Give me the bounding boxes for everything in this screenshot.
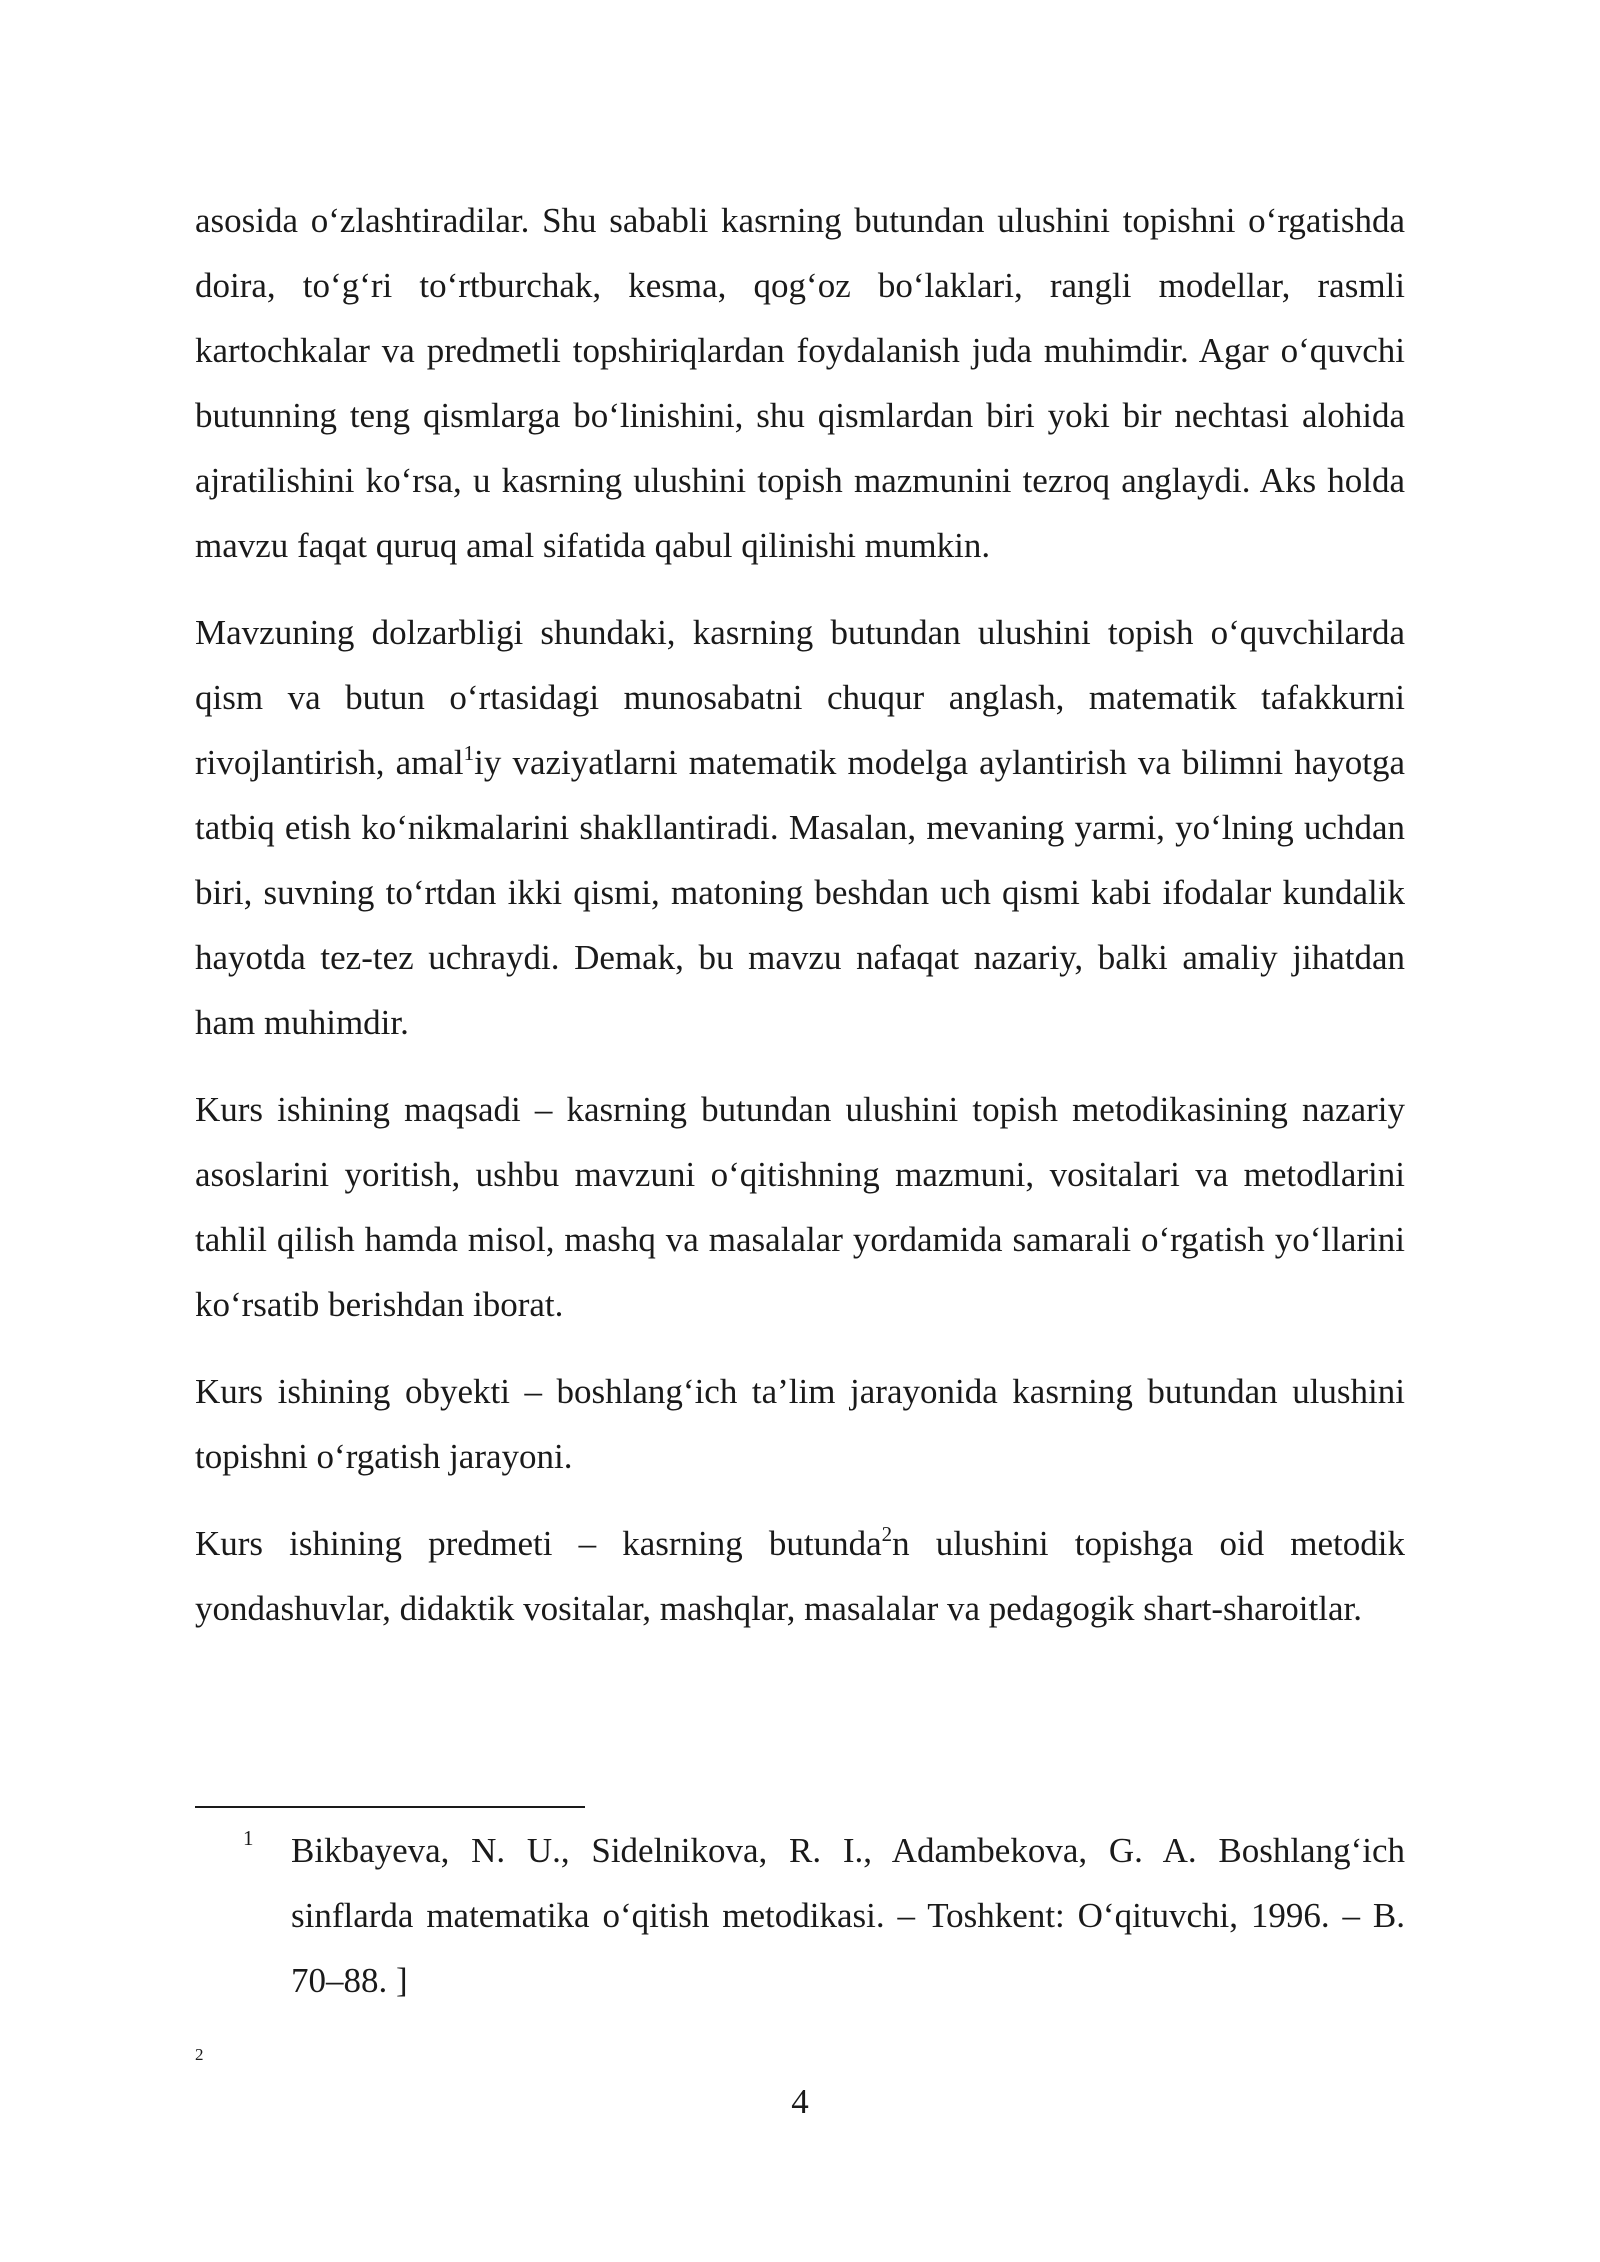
footnote-1-text: Bikbayeva, N. U., Sidelnikova, R. I., Adambekova, G. A. Boshlang‘ich sinflarda matematika o‘qitish metodikasi. – Toshkent: O‘qituvchi, 1996. – B. 70–88. ] bbox=[291, 1831, 1405, 2000]
paragraph-5-text-before: Kurs ishining predmeti – kasrning butunda bbox=[195, 1524, 882, 1563]
paragraph-1: asosida o‘zlashtiradilar. Shu sababli kasrning butundan ulushini topishni o‘rgatishda doira, to‘g‘ri to‘rtburchak, kesma, qog‘oz bo‘laklari, rangli modellar, rasmli kartochkalar va predmetli topshiriqlardan foydalanish juda muhimdir. Agar o‘quvchi butunning teng qismlarga bo‘linishini, shu qismlardan biri yoki bir nechtasi alohida ajratilishini ko‘rsa, u kasrning ulushini topish mazmunini tezroq anglaydi. Aks holda mavzu faqat quruq amal sifatida qabul qilinishi mumkin. bbox=[195, 201, 1405, 565]
paragraph-5-text-after: n ulushini topishga oid metodik yondashuvlar, didaktik vositalar, mashqlar, masalalar va pedagogik shart-sharoitlar. bbox=[195, 1524, 1405, 1628]
page-number: 4 bbox=[791, 2082, 809, 2121]
footnote-2-mark: 2 bbox=[195, 2045, 204, 2064]
paragraph-2-text-after: iy vaziyatlarni matematik modelga aylantirish va bilimni hayotga tatbiq etish ko‘nikmalarini shakllantiradi. Masalan, mevaning yarmi, yo‘lning uchdan biri, suvning to‘rtdan ikki qismi, matoning beshdan uch qismi kabi ifodalar kundalik hayotda tez-tez uchraydi. Demak, bu mavzu nafaqat nazariy, balki amaliy jihatdan ham muhimdir. bbox=[195, 743, 1405, 1042]
body-text bbox=[195, 188, 1405, 1663]
footnote-separator bbox=[195, 1806, 585, 1808]
footnote-ref-2[interactable]: 2 bbox=[881, 1522, 893, 1546]
footnote-1-mark: 1 bbox=[243, 1826, 254, 1850]
paragraph-5 bbox=[195, 1511, 1405, 1641]
paragraph-3: Kurs ishining maqsadi – kasrning butundan ulushini topish metodikasining nazariy asoslarini yoritish, ushbu mavzuni o‘qitishning mazmuni, vositalari va metodlarini tahlil qilish hamda misol, mashq va masalalar yordamida samarali o‘rgatish yo‘llarini ko‘rsatib berishdan iborat. bbox=[195, 1090, 1405, 1324]
paragraph-2-text-before: Mavzuning dolzarbligi shundaki, kasrning butundan ulushini topish o‘quvchilarda qism va butun o‘rtasidagi munosabatni chuqur anglash, matematik tafakkurni rivojlantirish, amal bbox=[195, 613, 1405, 782]
footnote-1 bbox=[195, 1818, 1405, 2013]
paragraph-2 bbox=[195, 600, 1405, 1055]
paragraph-4: Kurs ishining obyekti – boshlang‘ich ta’lim jarayonida kasrning butundan ulushini topishni o‘rgatish jarayoni. bbox=[195, 1372, 1405, 1476]
footnote-ref-1[interactable]: 1 bbox=[463, 741, 475, 765]
